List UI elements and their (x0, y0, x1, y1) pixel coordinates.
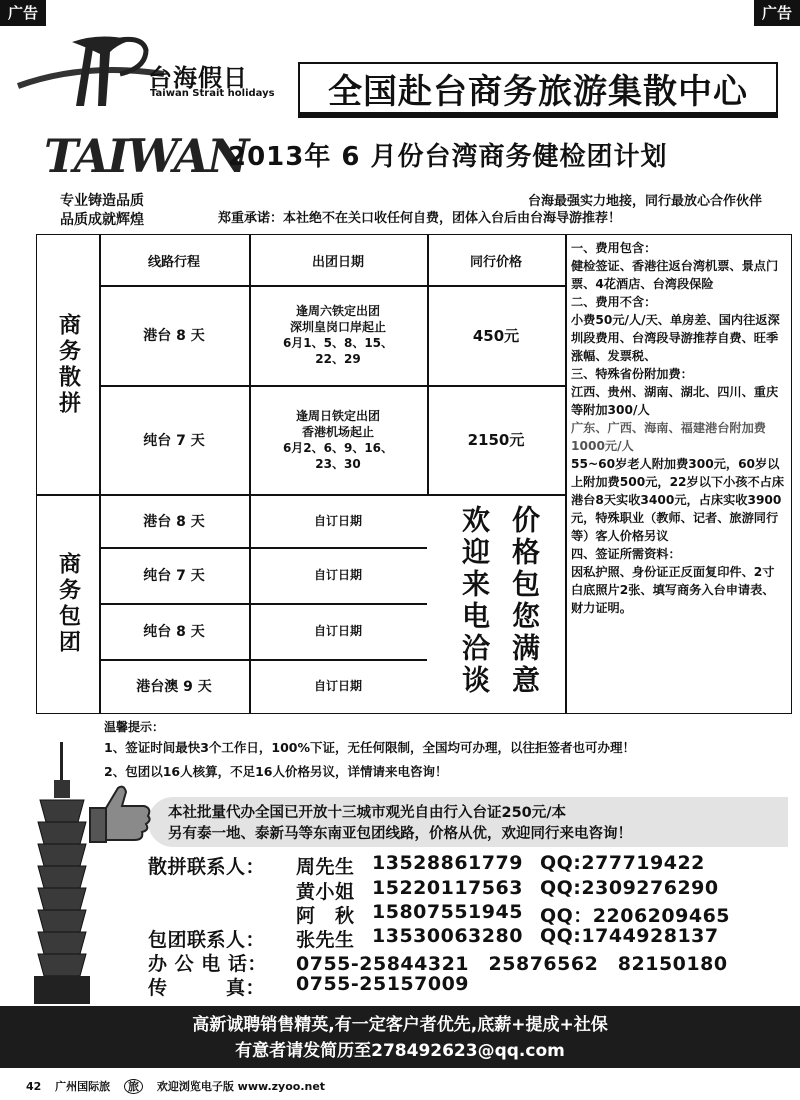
table-row-date: 自订日期 (313, 679, 362, 693)
logo-subtitle: Taiwan Strait holidays (150, 88, 275, 99)
contact-qq: QQ:2309276290 (540, 877, 719, 899)
contact-name: 黄小姐 (296, 881, 355, 903)
table-row-route: 港台 8 天 (143, 513, 205, 530)
slogan (60, 192, 144, 230)
page-number: 42 (26, 1080, 42, 1093)
contact-name: 张先生 (296, 929, 355, 951)
fax-label: 传 真： (148, 977, 266, 999)
banner-line-2: 另有泰一地、泰新马等东南亚包团线路，价格从优，欢迎同行来电咨询！ (168, 826, 632, 842)
header-price: 同行价格 (469, 254, 522, 270)
group-baotuan: 商务包团 (55, 551, 81, 656)
contact-phone: 15220117563 (372, 877, 523, 899)
slogan-line-2: 品质成就辉煌 (60, 212, 144, 228)
table-row-price: 2150元 (467, 431, 525, 449)
slogan-line-1: 专业铸造品质 (60, 193, 144, 209)
fax-number: 0755-25157009 (296, 973, 470, 995)
fee-notes: 一、费用包含： 健检签证、香港往返台湾机票、景点门票、4花酒店、台湾段保险 二、费用不含： 小费50元/人/天、单房差、国内往返深圳段费用、台湾段导游推荐自费、旺季涨幅、发票税、 三、特殊省份附加费： 江西、贵州、湖南、湖北、四川、重庆等附加300/人 广东、广西、海南、福建港台附加费1000元/人 55~60岁老人附加费300元，60岁以上附加费500元，22岁以下小孩不占床港台8天实收3400元，占床实收3900元，特殊职业（教师、记者、旅游同行等）客人价格另议 四、签证所需资料： 因私护照、身份证正反面复印件、2寸白底照片2张、填写商务入台申请表、财力证明。 (571, 241, 785, 615)
tips-heading: 温馨提示： (104, 720, 165, 734)
recruitment-banner (0, 1006, 800, 1068)
paper-name: 广州国际旅 (55, 1080, 111, 1093)
contact-phone: 13528861779 (372, 852, 523, 874)
taiwan-calligraphy-icon (40, 110, 248, 190)
table-row-date: 逢周六铁定出团 深圳皇岗口岸起止 6月1、5、8、15、 22、29 (282, 304, 394, 366)
welcome-right: 价格包您满意 (508, 505, 541, 697)
svg-text:TAIWAN: TAIWAN (44, 129, 248, 183)
baotuan-label: 包团联系人： (148, 929, 266, 951)
contact-qq: QQ:1744928137 (540, 925, 719, 947)
recruitment-line-2: 有意者请发简历至278492623@qq.com (235, 1041, 565, 1061)
thumbs-up-icon (84, 782, 154, 844)
office-phone: 0755-25844321 25876562 82150180 (296, 953, 728, 975)
header-date: 出团日期 (311, 254, 364, 270)
table-row-date: 自订日期 (313, 624, 362, 638)
contact-phone: 15807551945 (372, 901, 523, 923)
welcome-left: 欢迎来电洽谈 (458, 505, 491, 697)
contact-phone: 13530063280 (372, 925, 523, 947)
table-row-route: 纯台 7 天 (143, 432, 205, 449)
table-row-route: 纯台 7 天 (143, 568, 205, 584)
contact-name: 周先生 (296, 856, 355, 878)
table-row-date: 自订日期 (313, 513, 362, 528)
header-route: 线路行程 (147, 254, 200, 270)
logo-name: 台海假日 (148, 64, 248, 92)
page-footer (26, 1078, 335, 1094)
recruitment-line-1: 高新诚聘销售精英,有一定客户者优先,底薪+提成+社保 (192, 1015, 608, 1035)
contact-name: 阿 秋 (296, 905, 355, 927)
promise: 郑重承诺：本社绝不在关口收任何自费，团体入台后由台海导游推荐！ (218, 211, 622, 226)
page-title: 全国赴台商务旅游集散中心 (298, 62, 778, 118)
banner-line-1: 本社批量代办全国已开放十三城市观光自由行入台证250元/本 (168, 805, 567, 821)
tip-item: 1、签证时间最快3个工作日，100%下证，无任何限制，全国均可办理，以往拒签者也可办理！ (104, 740, 636, 755)
sanpin-label: 散拼联系人： (148, 856, 266, 878)
table-row-date: 自订日期 (313, 568, 362, 582)
table-row-route: 港台澳 9 天 (136, 679, 212, 695)
table-row-route: 港台 8 天 (143, 328, 205, 344)
contact-qq: QQ：2206209465 (540, 905, 731, 927)
table-row-date: 逢周日铁定出团 香港机场起止 6月2、6、9、16、 23、30 (282, 408, 394, 471)
site-note: 欢迎浏览电子版 www.zyoo.net (156, 1080, 326, 1093)
tip-item: 2、包团以16人核算，不足16人价格另议，详情请来电咨询！ (104, 764, 448, 779)
contact-qq: QQ:277719422 (540, 852, 705, 874)
table-row-price: 450元 (472, 326, 520, 345)
ad-tag-right: 广告 (754, 0, 800, 26)
paper-badge-icon: 旅 (124, 1079, 143, 1094)
plan-title: 2013年 6 月份台湾商务健检团计划 (228, 142, 668, 172)
ad-tag-left: 广告 (0, 0, 46, 26)
table-row-route: 纯台 8 天 (143, 624, 205, 640)
group-sanpin: 商务散拼 (55, 312, 81, 417)
tagline: 台海最强实力地接，同行最放心合作伙伴 (527, 194, 762, 209)
office-label: 办 公 电 话： (148, 953, 267, 975)
